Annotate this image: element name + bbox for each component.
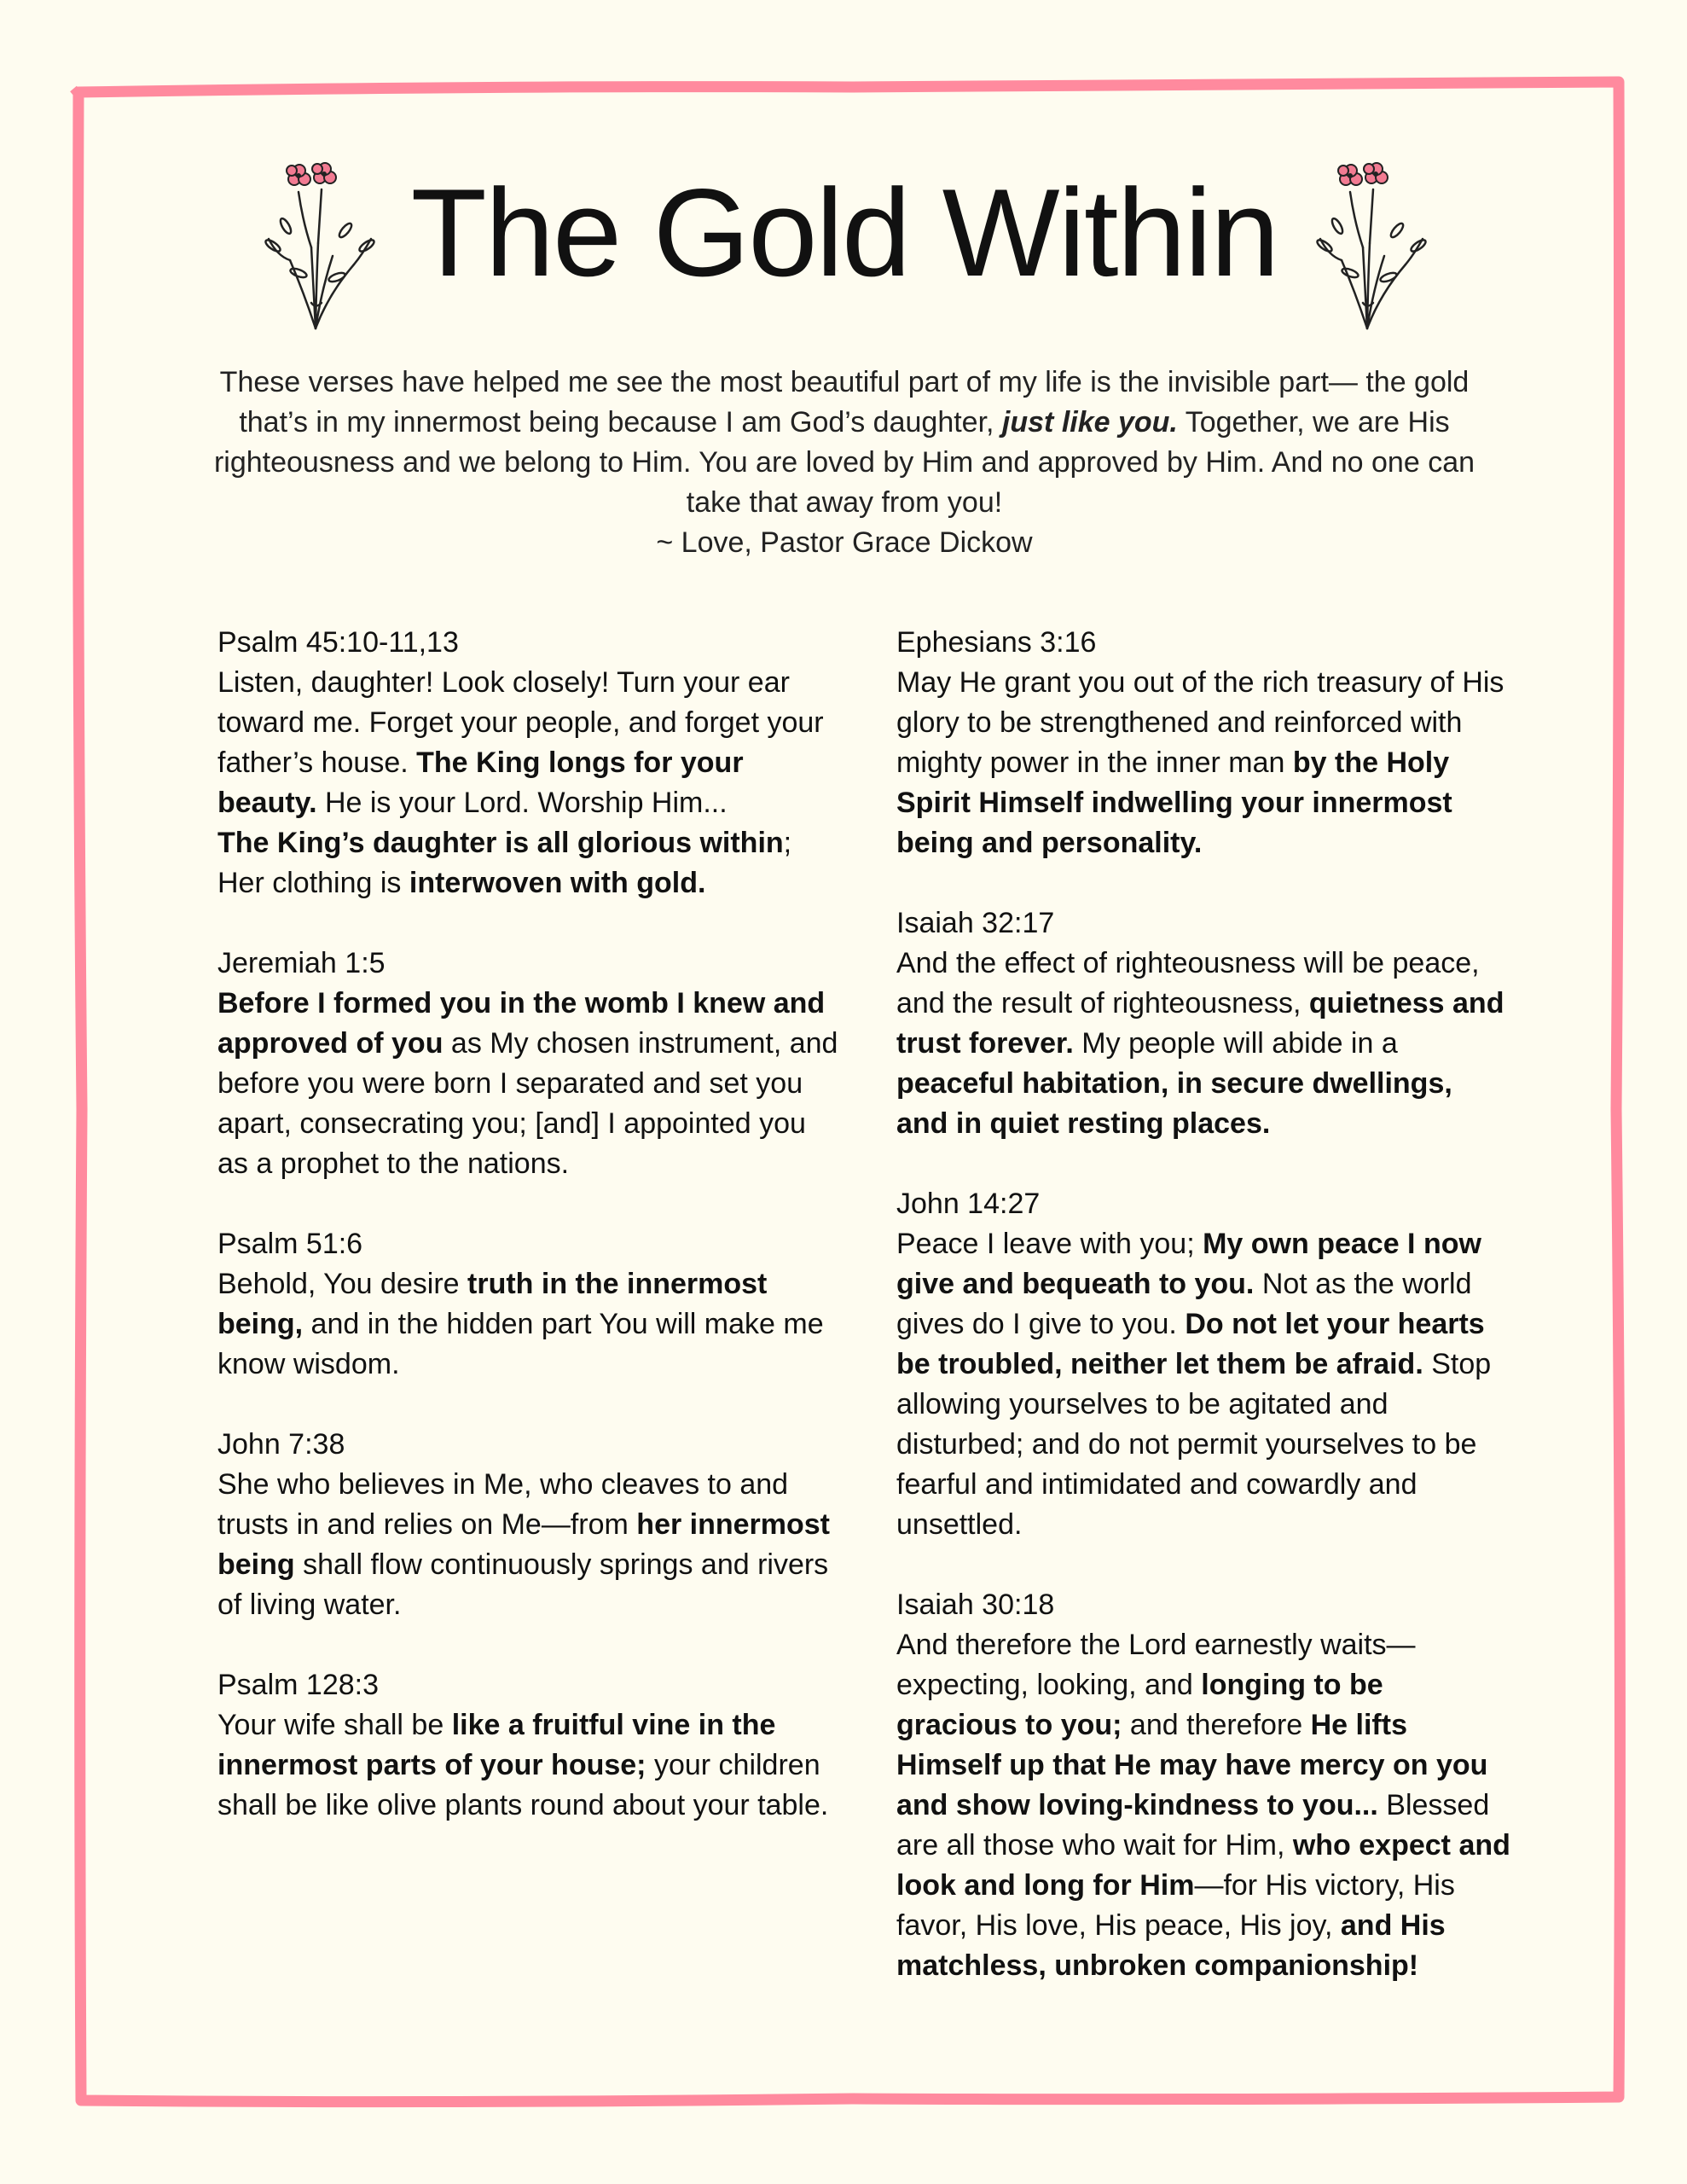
verse-text (217, 1709, 828, 1821)
verse-bold-text: by the Holy Spirit Himself indwelling your innermost being and personality. (896, 746, 1452, 859)
verse-text (217, 987, 838, 1180)
verse-reference: Isaiah 30:18 (896, 1589, 1055, 1621)
verse-plain-text: Behold, You desire (217, 1268, 468, 1300)
verse-plain-text: Blessed are all those who wait for Him, (896, 1789, 1490, 1862)
flower-bouquet-icon (252, 145, 380, 333)
verse-bold-text: truth in the innermost being, (217, 1268, 768, 1340)
verse-text (217, 1468, 830, 1621)
verse-block (217, 1665, 840, 1826)
verse-plain-text: My people will abide in a (1073, 1027, 1398, 1060)
verse-bold-text: like a fruitful vine in the innermost parts of your house; (217, 1709, 776, 1781)
intro-signature: ~ Love, Pastor Grace Dickow (656, 526, 1033, 559)
verse-bold-text: interwoven with gold. (409, 867, 706, 899)
verse-plain-text: as My chosen instrument, and before you were born I separated and set you apart, consecrating you; [and] I appointed you as a prophet to the nations. (217, 1027, 838, 1180)
verse-reference: Psalm 45:10-11,13 (217, 626, 459, 659)
verse-bold-text: peaceful habitation, in secure dwellings, and in quiet resting places. (896, 1067, 1452, 1140)
verse-bold-text: and His matchless, unbroken companionship! (896, 1909, 1446, 1982)
intro-paragraph (188, 363, 1501, 563)
verse-plain-text: Not as the world gives do I give to you. (896, 1268, 1472, 1340)
verse-plain-text: Stop allowing yourselves to be agitated and disturbed; and do not permit yourselves to be fearful and intimidated and cowardly and unsettled. (896, 1348, 1492, 1541)
verse-reference: Ephesians 3:16 (896, 626, 1097, 659)
verse-bold-text: who expect and look and long for Him (896, 1829, 1510, 1902)
verse-bold-text: He lifts Himself up that He may have mercy on you and show loving-kindness to you... (896, 1709, 1488, 1821)
verse-text (217, 1268, 824, 1380)
verse-bold-text: quietness and trust forever. (896, 987, 1504, 1060)
flower-bouquet-icon (1303, 145, 1431, 333)
verse-block (896, 1585, 1510, 1986)
verse-block (217, 623, 840, 903)
verse-text (896, 1228, 1491, 1541)
verse-reference: Isaiah 32:17 (896, 907, 1055, 939)
verse-reference: Jeremiah 1:5 (217, 947, 386, 979)
verse-plain-text: —for His victory, His favor, His love, His peace, His joy, (896, 1869, 1455, 1942)
verse-block (896, 623, 1510, 863)
verses-left-column (217, 623, 840, 1866)
verse-bold-text: My own peace I now give and bequeath to you. (896, 1228, 1481, 1300)
verse-plain-text: Peace I leave with you; (896, 1228, 1203, 1260)
verse-bold-text: The King longs for your beauty. (217, 746, 744, 819)
verse-plain-text: And the effect of righteousness will be peace, and the result of righteousness, (896, 947, 1480, 1019)
verse-block (217, 1224, 840, 1385)
verse-block (217, 944, 840, 1184)
verse-reference: John 14:27 (896, 1188, 1041, 1220)
verse-text (896, 1629, 1510, 1982)
verse-reference: Psalm 51:6 (217, 1228, 363, 1260)
verse-text (217, 666, 824, 899)
verse-bold-text: her innermost being (217, 1508, 831, 1581)
intro-emphasis: just like you. (1001, 406, 1178, 439)
verse-bold-text: Before I formed you in the womb I knew and approved of you (217, 987, 826, 1060)
intro-text: These verses have helped me see the most beautiful part of my life is the invisible part— the gold that’s in my innermost being because I am God’s daughter, (219, 366, 1470, 439)
verse-text (896, 947, 1504, 1140)
verse-block (896, 903, 1510, 1144)
verse-plain-text: ; Her clothing is (217, 827, 792, 899)
verse-bold-text: The King’s daughter is all glorious within (217, 827, 784, 859)
verse-plain-text: And therefore the Lord earnestly waits—expecting, looking, and (896, 1629, 1416, 1701)
verse-reference: John 7:38 (217, 1428, 345, 1461)
verse-plain-text: your children shall be like olive plants round about your table. (217, 1749, 829, 1821)
verse-plain-text: Listen, daughter! Look closely! Turn your ear toward me. Forget your people, and forget your father’s house. (217, 666, 824, 779)
verse-plain-text: shall flow continuously springs and rivers of living water. (217, 1548, 829, 1621)
page-title: The Gold Within (410, 163, 1278, 302)
verse-plain-text: She who believes in Me, who cleaves to and trusts in and relies on Me—from (217, 1468, 789, 1541)
verse-block (896, 1184, 1510, 1545)
intro-text-after: Together, we are His righteousness and we belong to Him. You are loved by Him and approved by Him. And no one can take that away from you! (213, 406, 1475, 519)
verse-bold-text: longing to be gracious to you; (896, 1669, 1383, 1741)
verse-block (217, 1425, 840, 1625)
verse-text (896, 666, 1504, 859)
verse-plain-text: Your wife shall be (217, 1709, 452, 1741)
verses-right-column (896, 623, 1510, 2026)
verse-reference: Psalm 128:3 (217, 1669, 379, 1701)
verse-plain-text: He is your Lord. Worship Him... (316, 787, 728, 819)
verse-plain-text: and therefore (1122, 1709, 1311, 1741)
verse-plain-text: May He grant you out of the rich treasury of His glory to be strengthened and reinforced with mighty power in the inner man (896, 666, 1504, 779)
verse-plain-text: and in the hidden part You will make me know wisdom. (217, 1308, 824, 1380)
verse-bold-text: Do not let your hearts be troubled, neither let them be afraid. (896, 1308, 1485, 1380)
